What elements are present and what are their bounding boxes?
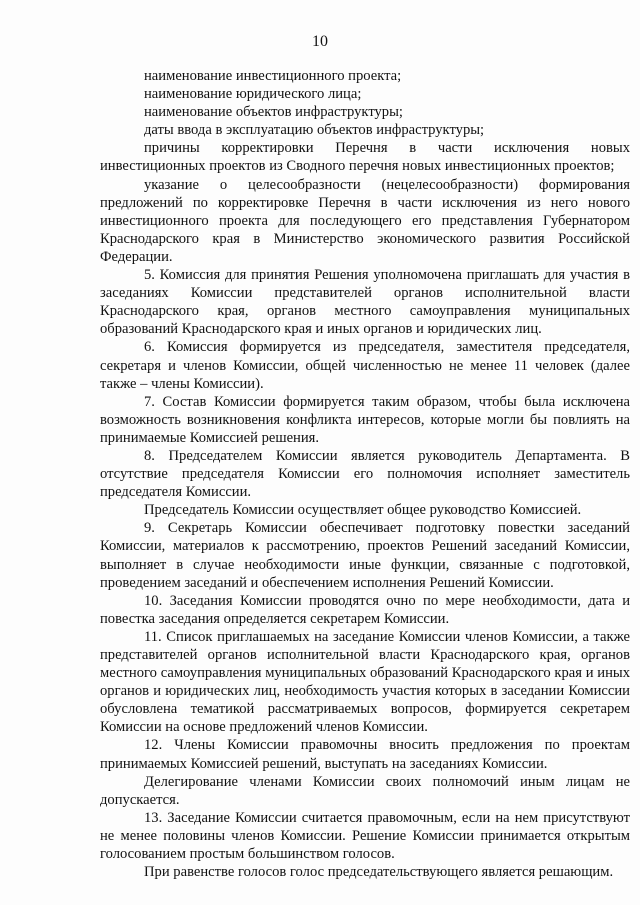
paragraph-chairman-role: Председатель Комиссии осуществляет общее руководство Комиссией. xyxy=(144,502,582,519)
paragraph-clause-11: 11. Список приглашаемых на заседание Комиссии членов Комиссии, а также представителей органов исполнительной власти Краснодарского края, органов местного самоуправления муниципальных образований Краснодарского края и иных органов и юридических лиц, необходимость участия которых в заседании Комиссии обусловлена тематикой рассматриваемых вопросов, формируется секретарем Комиссии на основе предложений членов Комиссии. xyxy=(100,628,630,736)
list-item-legal-entity: наименование юридического лица; xyxy=(144,86,362,103)
paragraph-clause-7: 7. Состав Комиссии формируется таким образом, чтобы была исключена возможность возникновения конфликта интересов, которые могли бы повлиять на принимаемые Комиссией решения. xyxy=(100,393,630,446)
paragraph-delegation: Делегирование членами Комиссии своих полномочий иным лицам не допускается. xyxy=(100,773,630,808)
list-item-commissioning-dates: даты ввода в эксплуатацию объектов инфраструктуры; xyxy=(144,122,485,139)
list-item-infrastructure-name: наименование объектов инфраструктуры; xyxy=(144,104,403,121)
document-body xyxy=(100,67,630,881)
list-item-adjustment-reasons: причины корректировки Перечня в части исключения новых инвестиционных проектов из Сводного перечня новых инвестиционных проектов; xyxy=(100,140,630,175)
paragraph-clause-6: 6. Комиссия формируется из председателя, заместителя председателя, секретаря и членов Комиссии, общей численностью не менее 11 человек (далее также – члены Комиссии). xyxy=(100,339,630,392)
paragraph-clause-5: 5. Комиссия для принятия Решения уполномочена приглашать для участия в заседаниях Комиссии представителей органов исполнительной власти Краснодарского края, органов местного самоуправления муниципальных образований Краснодарского края и иных органов и юридических лиц. xyxy=(100,267,630,338)
list-item-expediency: указание о целесообразности (нецелесообразности) формирования предложений по корректировке Перечня в части исключения из него нового инвестиционного проекта для последующего его представления Губернатором Краснодарского края в Министерство экономического развития Российской Федерации. xyxy=(100,176,630,265)
paragraph-clause-9: 9. Секретарь Комиссии обеспечивает подготовку повестки заседаний Комиссии, материалов к рассмотрению, проектов Решений заседаний Комиссии, выполняет в случае необходимости иные функции, связанные с подготовкой, проведением заседаний и обеспечением исполнения Решений Комиссии. xyxy=(100,520,630,591)
paragraph-clause-10: 10. Заседания Комиссии проводятся очно по мере необходимости, дата и повестка заседания определяется секретарем Комиссии. xyxy=(100,592,630,627)
paragraph-clause-13: 13. Заседание Комиссии считается правомочным, если на нем присутствуют не менее половины членов Комиссии. Решение Комиссии принимается открытым голосованием простым большинством голосов. xyxy=(100,809,630,863)
paragraph-tie-vote: При равенстве голосов голос председательствующего является решающим. xyxy=(144,864,614,881)
paragraph-clause-12: 12. Члены Комиссии правомочны вносить предложения по проектам принимаемых Комиссией решений, выступать на заседаниях Комиссии. xyxy=(100,737,630,772)
paragraph-clause-8: 8. Председателем Комиссии является руководитель Департамента. В отсутствие председателя Комиссии его полномочия исполняет заместитель председателя Комиссии. xyxy=(100,447,630,501)
list-item-project-name: наименование инвестиционного проекта; xyxy=(144,68,402,84)
page-number: 10 xyxy=(312,33,328,50)
